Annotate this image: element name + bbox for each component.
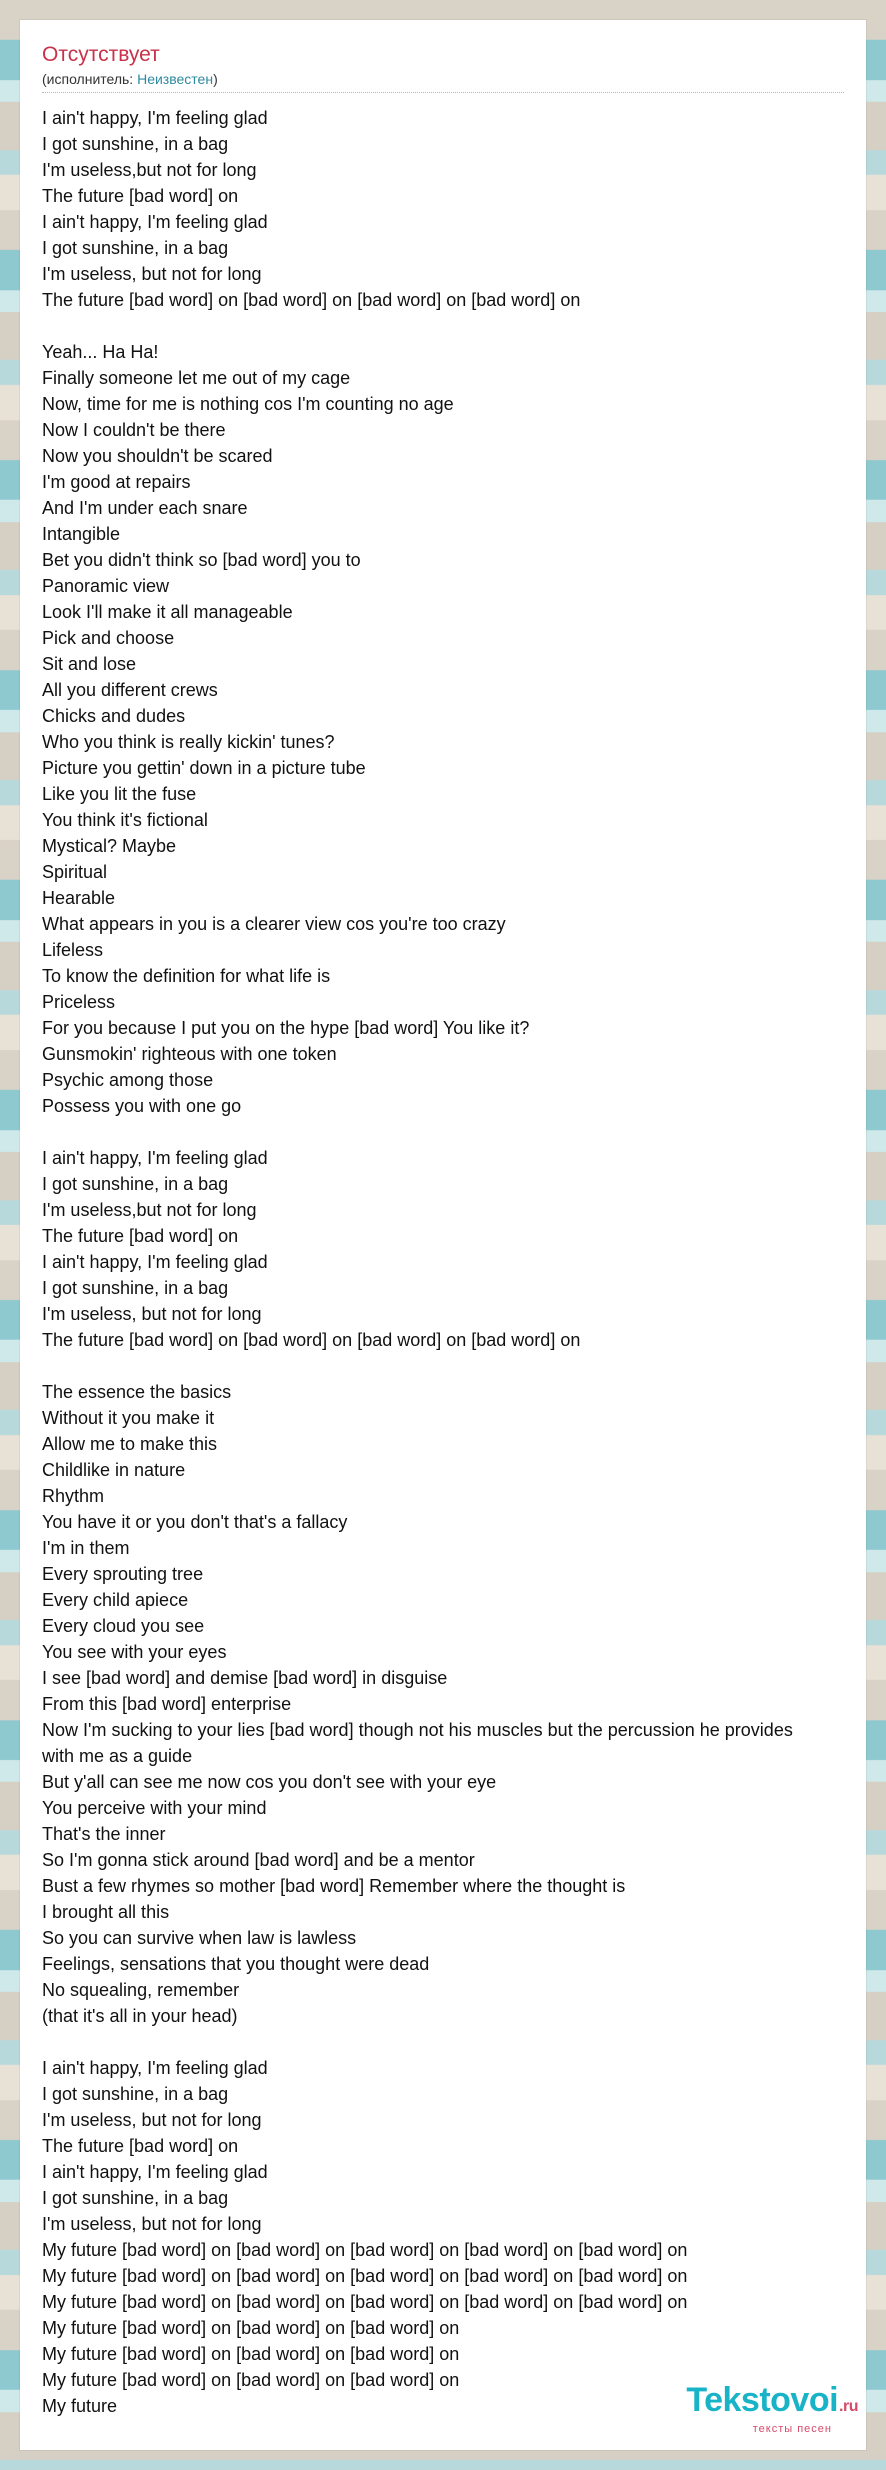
site-logo[interactable] bbox=[686, 2382, 858, 2435]
logo-tagline: тексты песен bbox=[752, 2423, 832, 2435]
logo-wordmark bbox=[686, 2382, 858, 2425]
artist-link[interactable]: Неизвестен bbox=[137, 71, 214, 87]
lyrics-page bbox=[20, 20, 866, 2450]
logo-main-text: Tekstovoi bbox=[686, 2381, 839, 2419]
song-title: Отсутствует bbox=[42, 43, 160, 66]
lyrics-text: I ain't happy, I'm feeling glad I got sunshine, in a bag I'm useless,but not for long The future [bad word] on I ain't happy, I'm feeling glad I got sunshine, in a bag I'm useless, but not for long The future [bad word] on [bad word] on [bad word] on [bad word] on Yeah... Ha Ha! Finally someone let me out of my cage Now, time for me is nothing cos I'm counting no age Now I couldn't be there Now you shouldn't be scared I'm good at repairs And I'm under each snare Intangible Bet you didn't think so [bad word] you to Panoramic view Look I'll make it all manageable Pick and choose Sit and lose All you different crews Chicks and dudes Who you think is really kickin' tunes? Picture you gettin' down in a picture tube Like you lit the fuse You think it's fictional Mystical? Maybe Spiritual Hearable What appears in you is a clearer view cos you're too crazy Lifeless To know the definition for what life is Priceless For you because I put you on the hype [bad word] You like it? Gunsmokin' righteous with one token Psychic among those Possess you with one go I ain't happy, I'm feeling glad I got sunshine, in a bag I'm useless,but not for long The future [bad word] on I ain't happy, I'm feeling glad I got sunshine, in a bag I'm useless, but not for long The future [bad word] on [bad word] on [bad word] on [bad word] on The essence the basics Without it you make it Allow me to make this Childlike in nature Rhythm You have it or you don't that's a fallacy I'm in them Every sprouting tree Every child apiece Every cloud you see You see with your eyes I see [bad word] and demise [bad word] in disguise From this [bad word] enterprise Now I'm sucking to your lies [bad word] though not his muscles but the percussion he provides with me as a guide But y'all can see me now cos you don't see with your eye You perceive with your mind That's the inner So I'm gonna stick around [bad word] and be a mentor Bust a few rhymes so mother [bad word] Remember where the thought is I brought all this So you can survive when law is lawless Feelings, sensations that you thought were dead No squealing, remember (that it's all in your head) I ain't happy, I'm feeling glad I got sunshine, in a bag I'm useless, but not for long The future [bad word] on I ain't happy, I'm feeling glad I got sunshine, in a bag I'm useless, but not for long My future [bad word] on [bad word] on [bad word] on [bad word] on [bad word] on My future [bad word] on [bad word] on [bad word] on [bad word] on [bad word] on My future [bad word] on [bad word] on [bad word] on [bad word] on [bad word] on My future [bad word] on [bad word] on [bad word] on My future [bad word] on [bad word] on [bad word] on My future [bad word] on [bad word] on [bad word] on My future bbox=[42, 108, 793, 2416]
header-divider bbox=[42, 92, 844, 93]
song-header bbox=[42, 42, 844, 88]
logo-domain: .ru bbox=[839, 2398, 858, 2415]
artist-prefix: (исполнитель: bbox=[42, 71, 138, 87]
artist-line bbox=[42, 70, 844, 88]
artist-suffix: ) bbox=[213, 71, 218, 87]
